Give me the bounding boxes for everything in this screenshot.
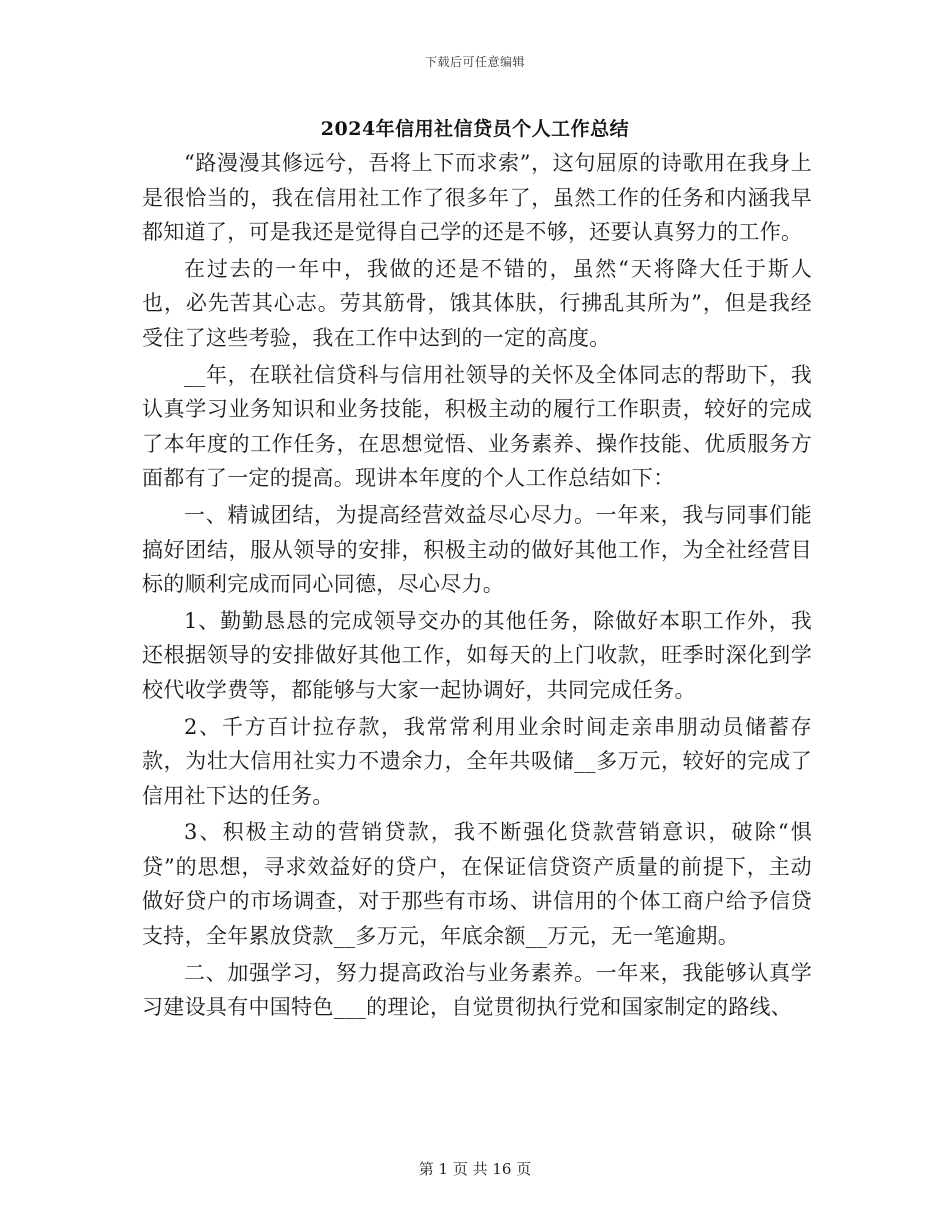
header-note: 下载后可任意编辑 <box>424 55 525 69</box>
paragraph: 一、精诚团结，为提高经营效益尽心尽力。一年来，我与同事们能搞好团结，服从领导的安排，积极主动的做好其他工作，为全社经营目标的顺利完成而同心同德，尽心尽力。 <box>142 502 812 597</box>
paragraph: 2、千方百计拉存款，我常常利用业余时间走亲串朋动员储蓄存款，为壮大信用社实力不遗余力，全年共吸储__多万元，较好的完成了信用社下达的任务。 <box>142 714 812 808</box>
paragraph: 3、积极主动的营销贷款，我不断强化贷款营销意识，破除“惧贷”的思想，寻求效益好的贷户，在保证信贷资产质量的前提下，主动做好贷户的市场调查，对于那些有市场、讲信用的个体工商户给予信贷支持，全年累放贷款__多万元，年底余额__万元，无一笔逾期。 <box>142 820 812 949</box>
paragraph: __年，在联社信贷科与信用社领导的关怀及全体同志的帮助下，我认真学习业务知识和业务技能，积极主动的履行工作职责，较好的完成了本年度的工作任务，在思想觉悟、业务素养、操作技能、优质服务方面都有了一定的提高。现讲本年度的个人工作总结如下： <box>142 362 812 491</box>
paragraph: 二、加强学习，努力提高政治与业务素养。一年来，我能够认真学习建设具有中国特色___的理论，自觉贯彻执行党和国家制定的路线、 <box>142 960 812 1020</box>
paragraph: “路漫漫其修远兮，吾将上下而求索”，这句屈原的诗歌用在我身上是很恰当的，我在信用社工作了很多年了，虽然工作的任务和内涵我早都知道了，可是我还是觉得自己学的还是不够，还要认真努力的工作。 <box>142 151 812 245</box>
paragraph: 1、勤勤恳恳的完成领导交办的其他任务，除做好本职工作外，我还根据领导的安排做好其他工作，如每天的上门收款，旺季时深化到学校代收学费等，都能够与大家一起协调好，共同完成任务。 <box>142 608 812 702</box>
document-body <box>142 146 812 1025</box>
page-indicator: 第 1 页 共 16 页 <box>418 1160 532 1178</box>
document-title: 2024年信用社信贷员个人工作总结 <box>320 118 630 140</box>
paragraph: 在过去的一年中，我做的还是不错的，虽然“天将降大任于斯人也，必先苦其心志。劳其筋骨，饿其体肤，行拂乱其所为”，但是我经受住了这些考验，我在工作中达到的一定的高度。 <box>142 256 812 350</box>
